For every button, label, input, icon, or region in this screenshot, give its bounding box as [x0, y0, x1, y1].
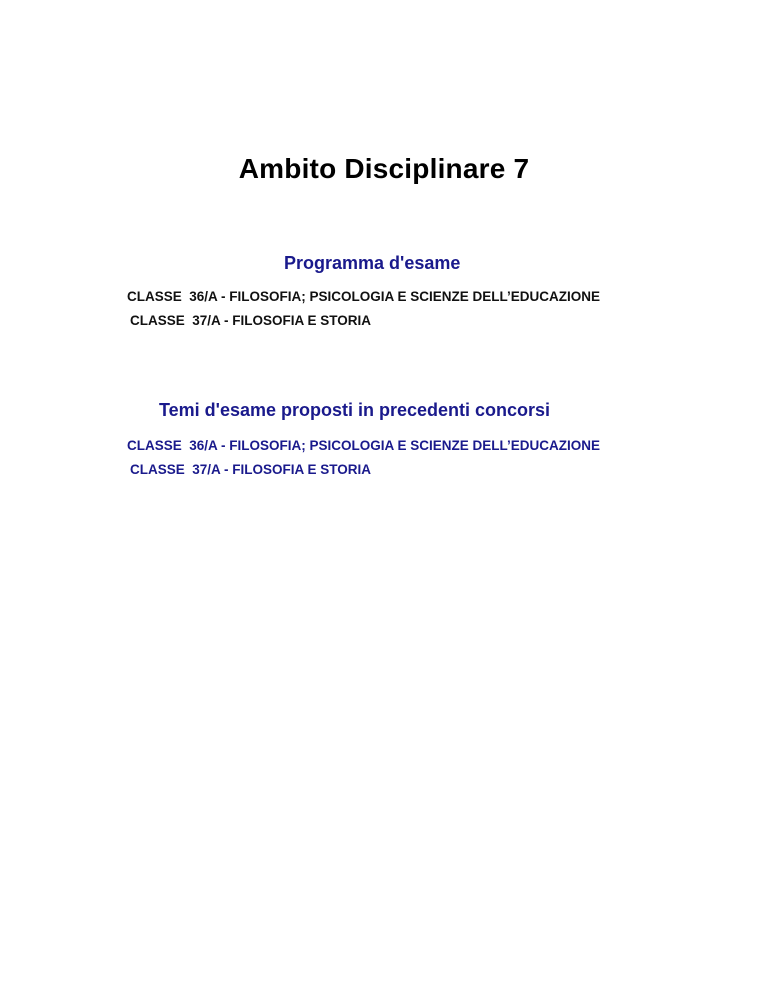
program-section-heading: Programma d'esame [284, 253, 461, 273]
themes-section-heading: Temi d'esame proposti in precedenti concorsi [159, 400, 551, 420]
themes-class-37a-link[interactable]: CLASSE 37/A - FILOSOFIA E STORIA [130, 462, 372, 477]
page-title: Ambito Disciplinare 7 [238, 153, 530, 184]
program-class-36a-link[interactable]: CLASSE 36/A - FILOSOFIA; PSICOLOGIA E SCIENZE DELL’EDUCAZIONE [127, 289, 601, 304]
program-class-37a-link[interactable]: CLASSE 37/A - FILOSOFIA E STORIA [130, 313, 372, 328]
themes-class-36a-link[interactable]: CLASSE 36/A - FILOSOFIA; PSICOLOGIA E SCIENZE DELL’EDUCAZIONE [127, 438, 601, 453]
